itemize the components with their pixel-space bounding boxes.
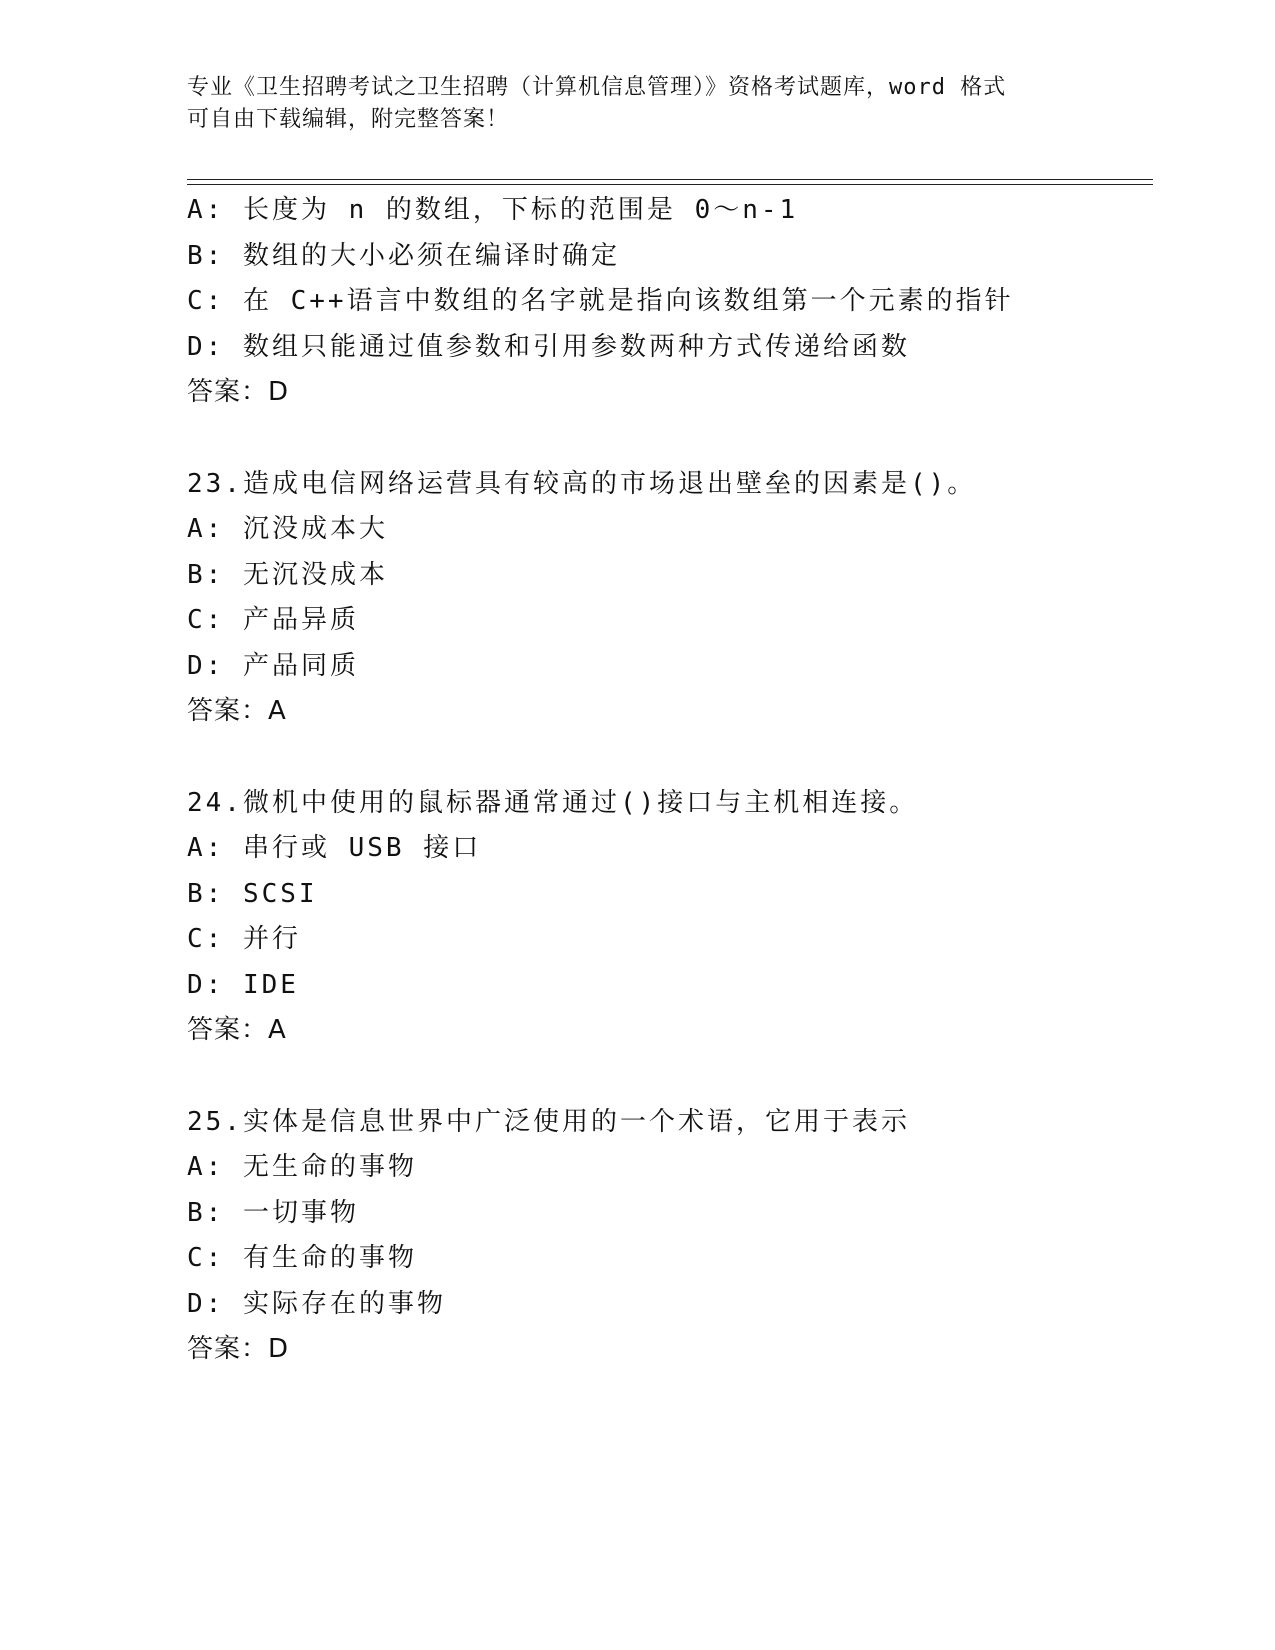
header-line-1: 专业《卫生招聘考试之卫生招聘（计算机信息管理）》资格考试题库，word 格式 — [187, 75, 1007, 100]
question-25 — [187, 1100, 1187, 1373]
option-d: D: IDE — [187, 969, 299, 1000]
header-divider-top — [187, 179, 1153, 180]
document-header — [187, 72, 1087, 136]
option-b: B: 无沉没成本 — [187, 559, 388, 590]
option-a: A: 长度为 n 的数组，下标的范围是 0～n-1 — [187, 195, 799, 225]
option-c: C: 产品异质 — [187, 605, 359, 635]
option-c: C: 有生命的事物 — [187, 1243, 417, 1273]
option-a: A: 沉没成本大 — [187, 514, 388, 544]
answer: 答案：A — [187, 1015, 287, 1045]
question-text: 23.造成电信网络运营具有较高的市场退出壁垒的因素是()。 — [187, 468, 977, 499]
question-24 — [187, 781, 1187, 1054]
answer: 答案：D — [187, 377, 290, 407]
option-b: B: 数组的大小必须在编译时确定 — [187, 240, 620, 271]
question-23 — [187, 462, 1187, 735]
option-a: A: 串行或 USB 接口 — [187, 833, 482, 863]
option-d: D: 数组只能通过值参数和引用参数两种方式传递给函数 — [187, 331, 910, 362]
option-a: A: 无生命的事物 — [187, 1152, 417, 1182]
answer: 答案：D — [187, 1334, 290, 1364]
option-b: B: 一切事物 — [187, 1197, 359, 1228]
answer: 答案：A — [187, 696, 287, 726]
question-text: 24.微机中使用的鼠标器通常通过()接口与主机相连接。 — [187, 787, 919, 818]
header-line-2: 可自由下载编辑，附完整答案！ — [187, 107, 510, 132]
question-list — [187, 188, 1187, 1373]
option-d: D: 产品同质 — [187, 650, 359, 681]
option-c: C: 并行 — [187, 924, 301, 954]
option-c: C: 在 C++语言中数组的名字就是指向该数组第一个元素的指针 — [187, 286, 1014, 316]
question-22 — [187, 188, 1187, 416]
question-text: 25.实体是信息世界中广泛使用的一个术语，它用于表示 — [187, 1106, 910, 1137]
option-b: B: SCSI — [187, 878, 318, 909]
option-d: D: 实际存在的事物 — [187, 1288, 446, 1319]
header-divider-bottom — [187, 184, 1153, 185]
